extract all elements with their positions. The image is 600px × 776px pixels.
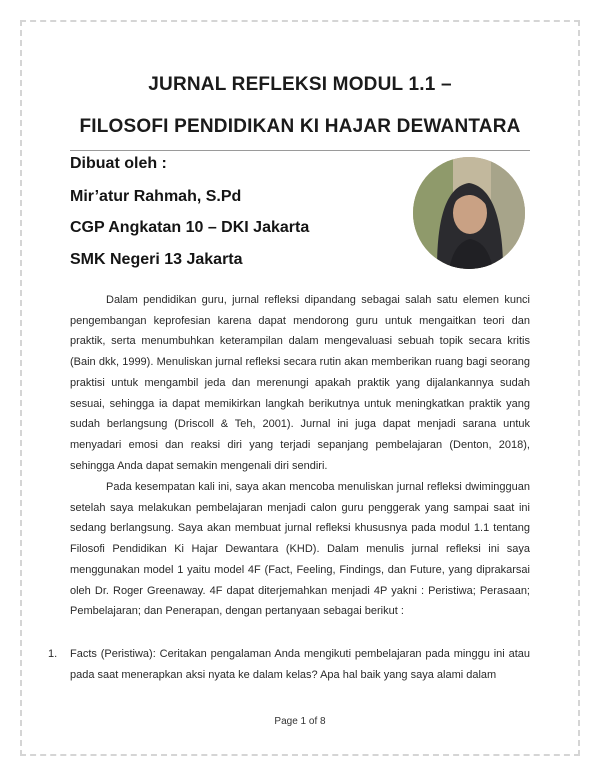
page-number: Page 1 of 8 (274, 716, 326, 727)
title-divider (70, 150, 530, 151)
list-item-text: Facts (Peristiwa): Ceritakan pengalaman Anda mengikuti pembelajaran pada minggu ini atau pada saat menerapkan aksi nyata ke dalam kelas? Apa hal baik yang saya alami dalam (70, 648, 530, 681)
list-item-facts (48, 644, 530, 685)
document-title-line-2: FILOSOFI PENDIDIKAN KI HAJAR DEWANTARA (79, 116, 521, 137)
document-title-line-1: JURNAL REFLEKSI MODUL 1.1 – (148, 74, 452, 95)
author-school: SMK Negeri 13 Jakarta (70, 251, 243, 268)
list-item-number: 1. (48, 648, 58, 660)
author-name: Mir’atur Rahmah, S.Pd (70, 188, 242, 205)
author-label: Dibuat oleh : (70, 155, 167, 172)
paragraph-context: Pada kesempatan kali ini, saya akan mencoba menuliskan jurnal refleksi dwimingguan setelah saya melakukan pembelajaran menjadi calon guru penggerak yang sampai saat ini sedang berlangsung. Saya akan membuat jurnal refleksi khususnya pada modul 1.1 tentang Filosofi Pendidikan Ki Hajar Dewantara (KHD). Dalam menulis jurnal refleksi ini saya menggunakan model 1 yaitu model 4F (Fact, Feeling, Findings, dan Future, yang diprakarsai oleh Dr. Roger Greenaway. 4F dapat diterjemahkan menjadi 4P yakni : Peristiwa; Perasaan; Pembelajaran; dan Penerapan, dengan pertanyaan sebagai berikut : (70, 481, 530, 618)
author-cohort: CGP Angkatan 10 – DKI Jakarta (70, 219, 310, 236)
author-photo (413, 157, 525, 269)
paragraph-intro: Dalam pendidikan guru, jurnal refleksi dipandang sebagai salah satu elemen kunci pengembangan keprofesian karena dapat mendorong guru untuk mengaitkan teori dan praktik, serta menumbuhkan keterampilan dalam mengevaluasi sebuah topik secara kritis (Bain dkk, 1999). Menuliskan jurnal refleksi secara rutin akan memberikan ruang bagi seorang praktisi untuk mengambil jeda dan merenungi apakah praktik yang dijalankannya sudah sesuai, sehingga ia dapat memikirkan langkah berikutnya untuk meningkatkan praktik yang sudah berlangsung (Driscoll & Teh, 2001). Jurnal ini juga dapat menjadi sarana untuk menyadari emosi dan reaksi diri yang terjadi sepanjang pembelajaran (Denton, 2018), sehingga Anda dapat semakin mengenali diri sendiri. (70, 294, 530, 472)
